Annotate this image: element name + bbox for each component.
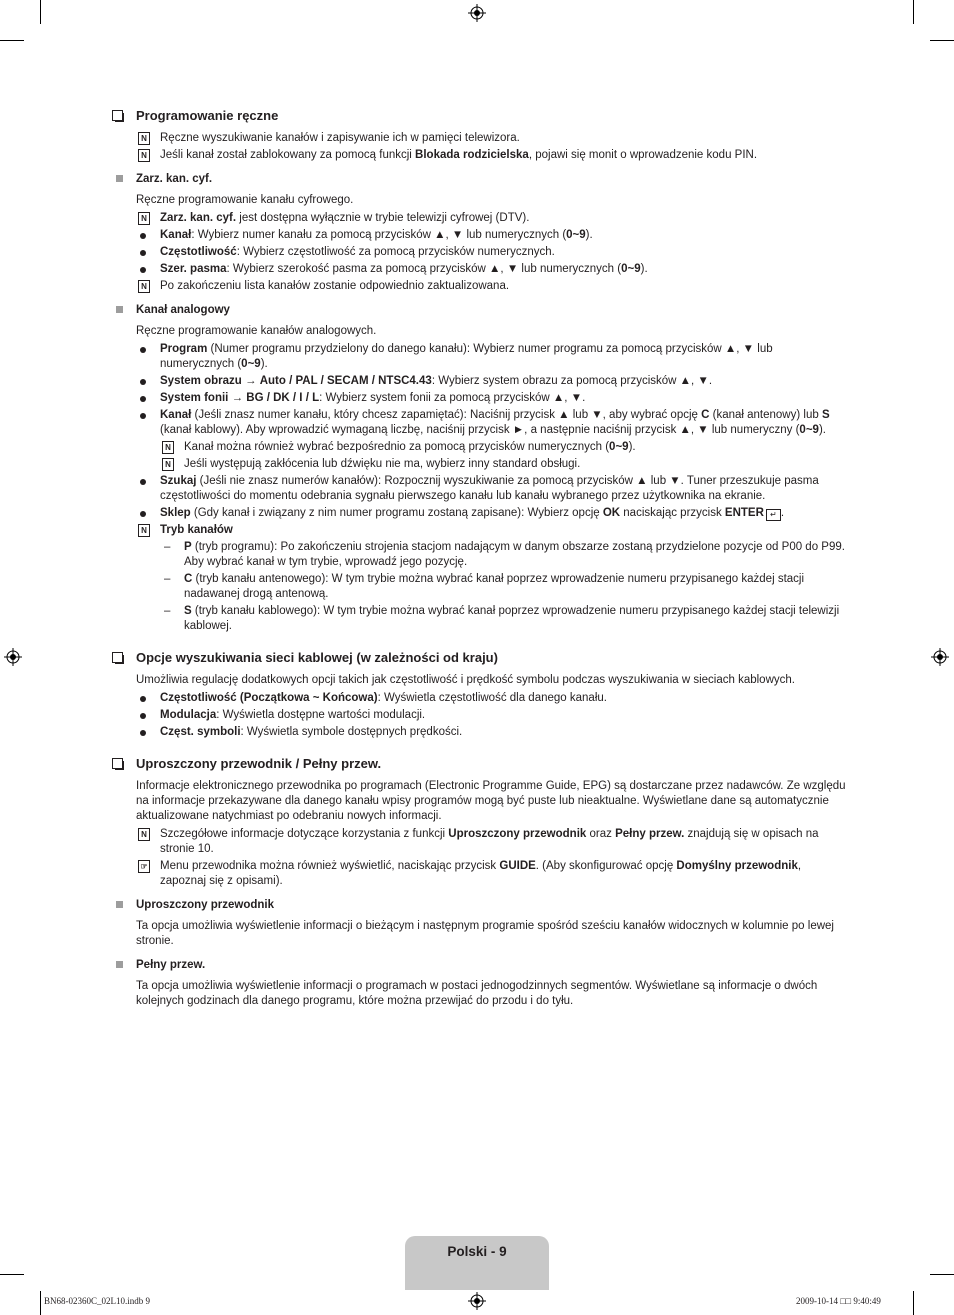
list-item: Kanał (Jeśli znasz numer kanału, który chcesz zapamiętać): Naciśnij przycisk ▲ lub ▼, aby wybrać opcję C (kanał antenowy) lub S (kanał kablowy). Aby wprowadzić wymaganą liczbę, naciśnij przycisk ►, a następnie naciśnij przycisk ▲, ▼ lub numeryczny (0~9).	[112, 408, 847, 438]
bullet-icon	[140, 233, 146, 239]
registration-mark-icon	[4, 648, 22, 666]
bullet-icon	[140, 511, 146, 517]
paragraph: Ręczne programowanie kanałów analogowych.	[136, 325, 377, 337]
registration-mark-icon	[931, 648, 949, 666]
note: N Jeśli kanał został zablokowany za pomocą funkcji Blokada rodzicielska, pojawi się monit o wprowadzenie kodu PIN.	[112, 148, 847, 163]
crop-mark	[913, 1291, 914, 1315]
page-number-tab	[405, 1236, 549, 1290]
bullet-icon	[140, 696, 146, 702]
note: ☞ Menu przewodnika można również wyświetlić, naciskając przycisk GUIDE. (Aby skonfigurować opcję Domyślny przewodnik, zapoznaj się z opisami).	[112, 859, 847, 889]
note-icon: N	[138, 132, 150, 145]
list-item: Szer. pasma: Wybierz szerokość pasma za pomocą przycisków ▲, ▼ lub numerycznych (0~9).	[112, 262, 847, 277]
list-item: Częst. symboli: Wyświetla symbole dostępnych prędkości.	[112, 725, 847, 740]
note-icon: N	[162, 458, 174, 471]
list-item: – C (tryb kanału antenowego): W tym trybie można wybrać kanał poprzez wprowadzenie numeru przypisanego każdej stacji nadawanej drogą antenową.	[164, 573, 805, 600]
note: N Po zakończeniu lista kanałów zostanie odpowiednio zaktualizowana.	[112, 279, 847, 294]
dash-icon: –	[164, 605, 171, 617]
enter-key-icon: ↵	[766, 509, 781, 521]
bullet-icon	[140, 396, 146, 402]
list-item: Program (Numer programu przydzielony do danego kanału): Wybierz numer programu za pomocą przycisków ▲, ▼ lub numerycznych (0~9).	[112, 342, 847, 372]
bullet-icon	[140, 379, 146, 385]
tip-hand-icon: ☞	[138, 860, 150, 873]
note: N Kanał można również wybrać bezpośrednio za pomocą przycisków numerycznych (0~9).	[112, 440, 847, 455]
page-content	[112, 108, 847, 1012]
list-item: Szukaj (Jeśli nie znasz numerów kanałów): Rozpocznij wyszukiwanie za pomocą przycisków ▲ lub ▼. Tuner przeszukuje pasma częstotliwości do momentu odebrania sygnału pierwszego kanału lub kanału wybranego przez użytkownika na ekranie.	[112, 474, 847, 504]
list-item: Sklep (Gdy kanał i związany z nim numer programu zostaną zapisane): Wybierz opcję OK naciskając przycisk ENTER ↵ .	[112, 506, 847, 521]
print-slug-left: BN68-02360C_02L10.indb 9	[44, 1296, 151, 1306]
note: N Ręczne wyszukiwanie kanałów i zapisywanie ich w pamięci telewizora.	[112, 131, 847, 146]
note: N Jeśli występują zakłócenia lub dźwięku nie ma, wybierz inny standard obsługi.	[112, 457, 847, 472]
paragraph: Ta opcja umożliwia wyświetlenie informacji o bieżącym i następnym programie spośród sześciu kanałów widocznych w kolumnie po lewej stronie.	[136, 920, 834, 947]
note: N Zarz. kan. cyf. jest dostępna wyłącznie w trybie telewizji cyfrowej (DTV).	[112, 211, 847, 226]
registration-mark-icon	[468, 1292, 486, 1310]
paragraph: Ręczne programowanie kanału cyfrowego.	[136, 194, 354, 206]
grey-square-icon	[116, 306, 123, 313]
checkbox-square-icon	[112, 758, 123, 769]
bullet-icon	[140, 250, 146, 256]
section-heading-manual: Programowanie ręczne	[112, 108, 847, 123]
bullet-icon	[140, 267, 146, 273]
registration-mark-icon	[468, 4, 486, 22]
crop-mark	[0, 1274, 24, 1275]
crop-mark	[40, 1291, 41, 1315]
page-number: Polski - 9	[447, 1244, 507, 1259]
list-item: System fonii → BG / DK / I / L: Wybierz system fonii za pomocą przycisków ▲, ▼.	[112, 391, 847, 406]
subsection-heading-full-guide: Pełny przew.	[112, 959, 847, 971]
subsection-heading-digital: Zarz. kan. cyf.	[112, 173, 847, 185]
dash-icon: –	[164, 573, 171, 585]
list-item: Kanał: Wybierz numer kanału za pomocą przycisków ▲, ▼ lub numerycznych (0~9).	[112, 228, 847, 243]
note-icon: N	[138, 149, 150, 162]
checkbox-square-icon	[112, 110, 123, 121]
paragraph: Ta opcja umożliwia wyświetlenie informacji o programach w postaci jednogodzinnych segmentów. Wyświetlane są informacje o dwóch kolejnych godzinach dla danego programu, które można przewijać do przodu i do tyłu.	[136, 980, 818, 1007]
list-item: System obrazu → Auto / PAL / SECAM / NTSC4.43: Wybierz system obrazu za pomocą przycisków ▲, ▼.	[112, 374, 847, 389]
grey-square-icon	[116, 175, 123, 182]
list-item: – P (tryb programu): Po zakończeniu strojenia stacjom nadającym w danym obszarze zostaną przydzielone pozycje od P00 do P99. Aby wybrać kanał w tym trybie, wprowadź jego pozycję.	[164, 541, 845, 568]
subsection-heading-simple-guide: Uproszczony przewodnik	[112, 899, 847, 911]
subsection-heading-analog: Kanał analogowy	[112, 304, 847, 316]
checkbox-square-icon	[112, 652, 123, 663]
note: N Tryb kanałów	[112, 523, 847, 538]
crop-mark	[913, 0, 914, 24]
note-icon: N	[162, 441, 174, 454]
note: N Szczegółowe informacje dotyczące korzystania z funkcji Uproszczony przewodnik oraz Pełny przew. znajdują się w opisach na stronie 10.	[112, 827, 847, 857]
paragraph: Informacje elektronicznego przewodnika po programach (Electronic Programme Guide, EPG) są dostarczane przez nadawców. Ze względu na informacje przekazywane dla danego kanału wpisy programów mogą być puste lub nieaktualne. Wyświetlane dane są automatycznie aktualizowane natychmiast po odebraniu nowych informacji.	[136, 780, 846, 822]
print-slug-right: 2009-10-14 □□ 9:40:49	[796, 1296, 881, 1306]
crop-mark	[930, 40, 954, 41]
crop-mark	[930, 1274, 954, 1275]
section-heading-guide: Uproszczony przewodnik / Pełny przew.	[112, 756, 847, 771]
grey-square-icon	[116, 961, 123, 968]
note-icon: N	[138, 212, 150, 225]
list-item: Częstotliwość (Początkowa ~ Końcowa): Wyświetla częstotliwość dla danego kanału.	[112, 691, 847, 706]
crop-mark	[0, 40, 24, 41]
crop-mark	[40, 0, 41, 24]
note-icon: N	[138, 828, 150, 841]
grey-square-icon	[116, 901, 123, 908]
bullet-icon	[140, 347, 146, 353]
list-item: Modulacja: Wyświetla dostępne wartości modulacji.	[112, 708, 847, 723]
list-item: – S (tryb kanału kablowego): W tym trybie można wybrać kanał poprzez wprowadzenie numeru przypisanego każdej stacji telewizji kablowej.	[164, 605, 840, 632]
bullet-icon	[140, 413, 146, 419]
paragraph: Umożliwia regulację dodatkowych opcji takich jak częstotliwość i prędkość symbolu podczas wyszukiwania w sieciach kablowych.	[136, 674, 795, 686]
note-icon: N	[138, 280, 150, 293]
bullet-icon	[140, 479, 146, 485]
list-item: Częstotliwość: Wybierz częstotliwość za pomocą przycisków numerycznych.	[112, 245, 847, 260]
section-heading-cable: Opcje wyszukiwania sieci kablowej (w zależności od kraju)	[112, 650, 847, 665]
note-icon: N	[138, 524, 150, 537]
dash-icon: –	[164, 541, 171, 553]
bullet-icon	[140, 713, 146, 719]
bullet-icon	[140, 730, 146, 736]
